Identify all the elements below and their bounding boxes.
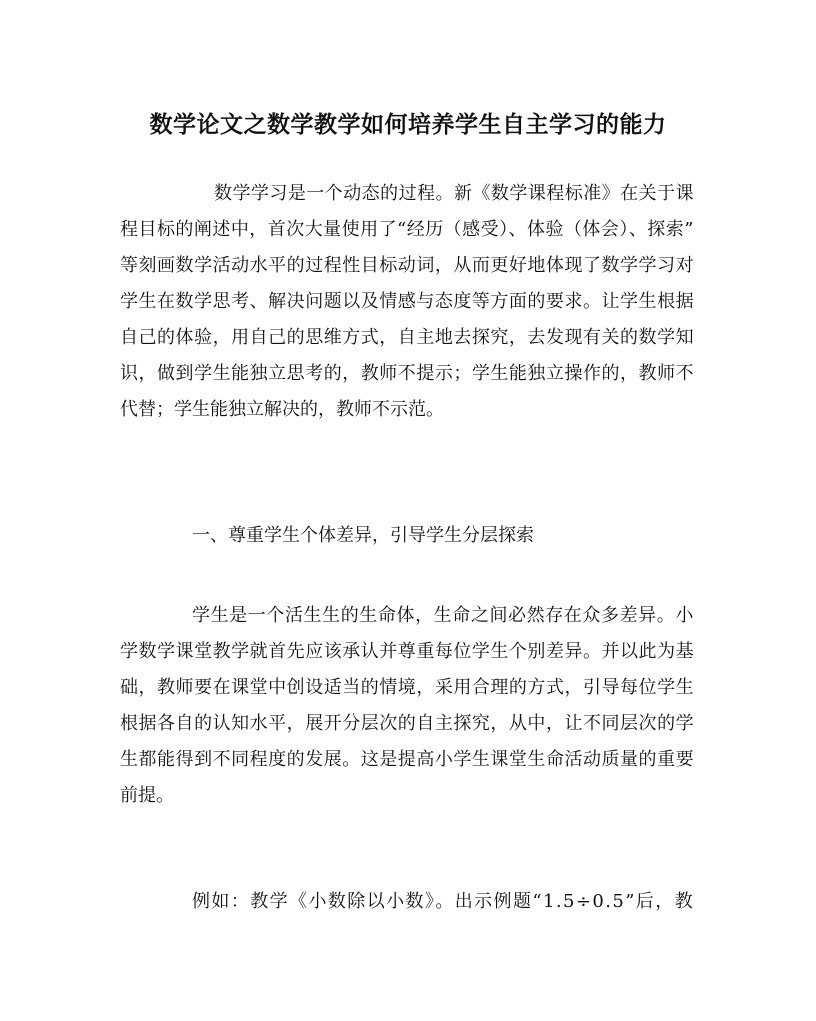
paragraph-line: 学生是一个活生生的生命体，生命之间必然存在众多差异。小 xyxy=(192,605,694,626)
paragraph-line: 代替；学生能独立解决的，教师不示范。 xyxy=(120,399,444,420)
paragraph-line: 例如：教学《小数除以小数》。出示例题“1.5÷0.5”后，教 xyxy=(192,891,695,912)
paragraph-line: 前提。 xyxy=(120,785,174,806)
paragraph-line: 识，做到学生能独立思考的，教师不提示；学生能独立操作的，教师不 xyxy=(120,363,695,384)
paragraph-line: 生都能得到不同程度的发展。这是提高小学生课堂生命活动质量的重要 xyxy=(120,749,695,770)
paragraph-line: 础，教师要在课堂中创设适当的情境，采用合理的方式，引导每位学生 xyxy=(120,677,695,698)
paragraph-line: 根据各自的认知水平，展开分层次的自主探究，从中，让不同层次的学 xyxy=(120,713,695,734)
paragraph-line: 学生在数学思考、解决问题以及情感与态度等方面的要求。让学生根据 xyxy=(120,291,695,312)
paragraph-line: 自己的体验，用自己的思维方式，自主地去探究，去发现有关的数学知 xyxy=(120,327,695,348)
paragraph-line: 等刻画数学活动水平的过程性目标动词，从而更好地体现了数学学习对 xyxy=(120,255,695,276)
paragraph-line: 程目标的阐述中，首次大量使用了“经历（感受）、体验（体会）、探索” xyxy=(120,219,694,240)
paragraph-line: 学数学课堂教学就首先应该承认并尊重每位学生个别差异。并以此为基 xyxy=(120,641,695,662)
section-heading: 一、尊重学生个体差异，引导学生分层探索 xyxy=(192,525,534,546)
paragraph-line: 数学学习是一个动态的过程。新《数学课程标准》在关于课 xyxy=(214,183,694,204)
document-title: 数学论文之数学教学如何培养学生自主学习的能力 xyxy=(149,111,667,138)
